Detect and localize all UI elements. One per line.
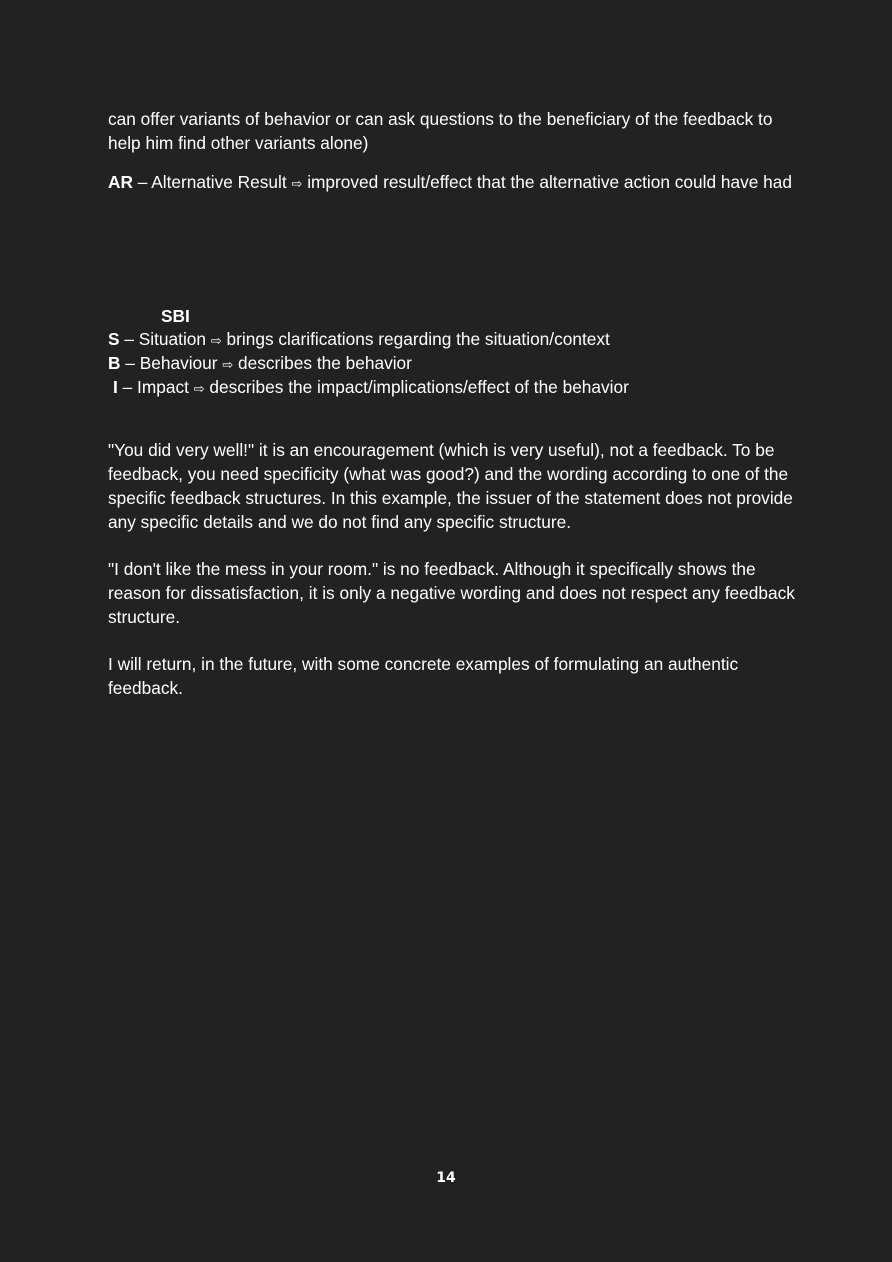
sbi-item-letter: I xyxy=(113,377,118,397)
ar-definition xyxy=(108,170,798,197)
sbi-item-dash: – xyxy=(120,353,140,373)
sbi-item-situation xyxy=(108,327,798,354)
sbi-item-letter: B xyxy=(108,353,121,373)
sbi-item-letter: S xyxy=(108,329,120,349)
arrow-right-icon: ⇨ xyxy=(291,177,303,192)
sbi-heading: SBI xyxy=(161,306,190,326)
ar-description: improved result/effect that the alternative action could have had xyxy=(302,172,793,192)
arrow-right-icon: ⇨ xyxy=(193,382,205,397)
ar-letter: AR xyxy=(108,172,133,192)
arrow-right-icon: ⇨ xyxy=(210,334,222,349)
sbi-item-behaviour xyxy=(108,351,798,378)
ar-term: Alternative Result xyxy=(151,172,287,192)
sbi-item-impact xyxy=(113,375,803,402)
sbi-item-dash: – xyxy=(119,329,139,349)
sbi-item-description: brings clarifications regarding the situation/context xyxy=(221,329,610,349)
sbi-item-term: Behaviour xyxy=(139,353,218,373)
sbi-item-description: describes the behavior xyxy=(233,353,412,373)
sbi-item-term: Situation xyxy=(138,329,207,349)
page-number: 14 xyxy=(436,1170,456,1186)
sbi-item-term: Impact xyxy=(137,377,189,397)
ar-dash: – xyxy=(132,172,152,192)
closing-paragraph: I will return, in the future, with some concrete examples of formulating an authentic feedback. xyxy=(108,654,739,698)
example-mess-paragraph: "I don't like the mess in your room." is no feedback. Although it specifically shows the reason for dissatisfaction, it is only a negative wording and does not respect any feedback structure. xyxy=(108,559,795,627)
sbi-item-dash: – xyxy=(117,377,138,397)
sbi-item-description: describes the impact/implications/effect of the behavior xyxy=(204,377,629,397)
example-encouragement-paragraph: "You did very well!" it is an encouragement (which is very useful), not a feedback. To be feedback, you need specificity (what was good?) and the wording according to one of the specific feedback structures. In this example, the issuer of the statement does not provide any specific details and we do not find any specific structure. xyxy=(108,440,793,532)
arrow-right-icon: ⇨ xyxy=(222,358,234,373)
intro-paragraph: can offer variants of behavior or can ask questions to the beneficiary of the feedback to help him find other variants alone) xyxy=(108,109,773,153)
